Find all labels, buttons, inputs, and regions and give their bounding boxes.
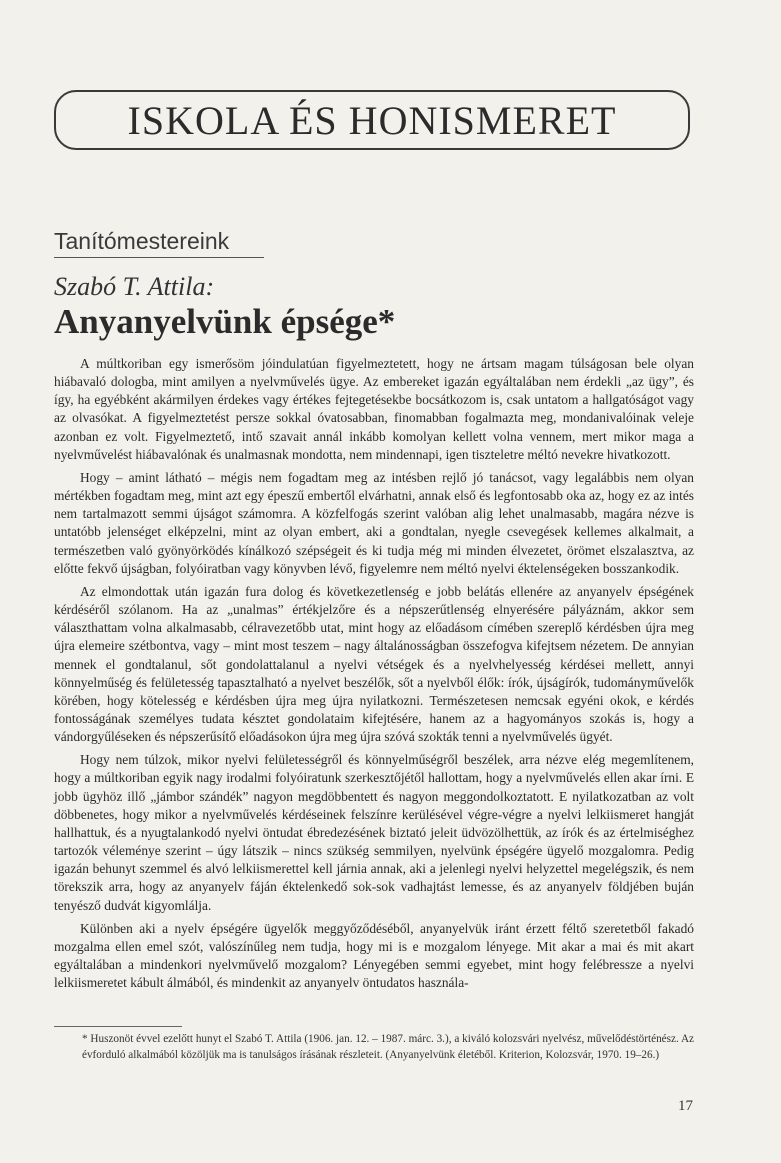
paragraph: A múltkoriban egy ismerősöm jóindulatúan figyelmeztetett, hogy ne ártsam magam túlságosan bele olyan hiábavaló dologba, mint amilyen a nyelvművelés ügye. Az embereket igazán egyáltalában nem érdekli „az ügy”, és így, ha egyébként akármilyen érdekes vagy értékes fejtegetésekbe bocsátkozom is, csak untatom a hallgatóságot vagy az olvasókat. A figyelmeztetést persze sokkal óvatosabban, finomabban fogalmazta meg, mondanivalóinak veleje azonban ez volt. Figyelmeztető, intő szavait annál inkább komolyan kellett volna vennem, mert mikor maga a nyelvművelést hiábavalónak és unalmasnak mondotta, nem mindennapi, igen tiszteletre méltó nevekre hivatkozott. xyxy=(54,356,694,462)
page-number: 17 xyxy=(678,1098,693,1114)
article-body xyxy=(54,355,694,997)
paragraph: Az elmondottak után igazán fura dolog és következetlenség e jobb belátás ellenére az anyanyelv épségének kérdéséről szólanom. Ha az „unalmas” értékjelzőre és a népszerűtlenség elnyerésére pályáznám, akkor sem választhattam volna alkalmasabb, célravezetőbb utat, mint hogy az előadásom címében szereplő kérdésben újra meg újra elemeire szétbontva, vagy – mint most teszem – nagy általánosságban összefogva kifejtsem nézetem. De annyian mennek el gondtalanul, sőt gondolattalanul a nyelvi vétségek és a nyelvhelyesség kérdései mellett, annyi könnyelműség és felületesség tapasztalható a nyelvet beszélők, sőt a nyelvből élők: írók, újságírók, tudományművelők körében, hogy kötelesség e kérdésben újra meg újra nyilatkozni. Természetesen nemcsak egyéni okok, e kérdés fontosságának személyes tudata késztet gondolataim kifejtésére, hanem az a hagyományos szokás is, hogy a vándorgyűléseken és népszerűsítő előadásokon újra meg újra szóvá szokták tenni a nyelvművelés ügyét. xyxy=(54,583,694,745)
section-title: Tanítómestereink xyxy=(54,228,230,254)
section-banner xyxy=(54,90,690,150)
section-title-underline xyxy=(54,257,264,258)
author-name: Szabó T. Attila: xyxy=(54,272,215,301)
banner-title: ISKOLA ÉS HONISMERET xyxy=(127,97,617,143)
footnote: * Huszonöt évvel ezelőtt hunyt el Szabó T. Attila (1906. jan. 12. – 1987. márc. 3.), a kiváló kolozsvári nyelvész, művelődéstörténész. Az évforduló alkalmából közöljük ma is tanulságos írásának részleteit. (Anyanyelvünk életéből. Kriterion, Kolozsvár, 1970. 19–26.) xyxy=(82,1033,694,1061)
article-title: Anyanyelvünk épsége* xyxy=(54,302,396,341)
paragraph: Hogy – amint látható – mégis nem fogadtam meg az intésben rejlő jó tanácsot, vagy legalábbis nem olyan mértékben fogadtam meg, mint azt egy épeszű embertől elvárhatni, annak első és legfontosabb oka az, hogy ez az intés nem tartalmazott semmi újságot számomra. A közfelfogás szerint valóban alig lehet unalmasabb, magára nézve is untatóbb jelenséget elképzelni, mint az olyan embert, aki a gondtalan, nyegle csevegések kellemes alkalmait, a természetben való gyönyörködés kínálkozó szépségeit és ki tudja még mi minden élvezetet, örömet elszalasztva, az előtte fekvő újságban, folyóiratban vagy könyvben lévő, figyelemre nem méltó nyelvi éktelenségeken bosszankodik. xyxy=(54,469,694,576)
footnote-separator xyxy=(54,1026,182,1027)
paragraph: Hogy nem túlzok, mikor nyelvi felületességről és könnyelműségről beszélek, arra nézve elég megemlítenem, hogy a múltkoriban egyik nagy irodalmi folyóiratunk szerkesztőjétől hallottam, hogy a nyelvművelés ellen akar írni. E jobb ügyhöz illő „jámbor szándék” nagyon megdöbbentett és nagyon meggondolkoztatott. E nyilatkozatban az volt döbbenetes, hogy mikor a nyelvművelés kérdéseinek felszínre kerülésével végre-végre a nyelvi lelkiismeret hangját hallhattuk, és a nyugtalankodó nyelvi öntudat ébredezésének biztató jeleit üdvözölhettük, az írók és az értelmiséghez tartozók véleménye szerint – úgy látszik – nincs szükség semmilyen, nyelvünk épségére ügyelő mozgalomra. Pedig igazán behunyt szemmel és alvó lelkiismerettel kell járnia annak, aki a jelenlegi nyelvi helyzettel megelégszik, és nem törekszik arra, hogy az anyanyelv fáján éktelenkedő sok-sok vadhajtást lemesse, és az anyanyelv földjében buján tenyésző dudvát kigyomlálja. xyxy=(54,752,694,913)
paragraph: Különben aki a nyelv épségére ügyelők meggyőződéséből, anyanyelvük iránt érzett féltő szeretetből fakadó mozgalma ellen emel szót, valószínűleg nem tudja, hogy mi is e mozgalom lényege. Mit akar a mai és mit akart egyáltalában a mindenkori nyelvművelő mozgalom? Lényegében semmi egyebet, mint hogy felébressze a nyelvi lelkiismeretet kábult álmából, és mindenkit az anyanyelv öntudatos használa- xyxy=(54,920,694,991)
